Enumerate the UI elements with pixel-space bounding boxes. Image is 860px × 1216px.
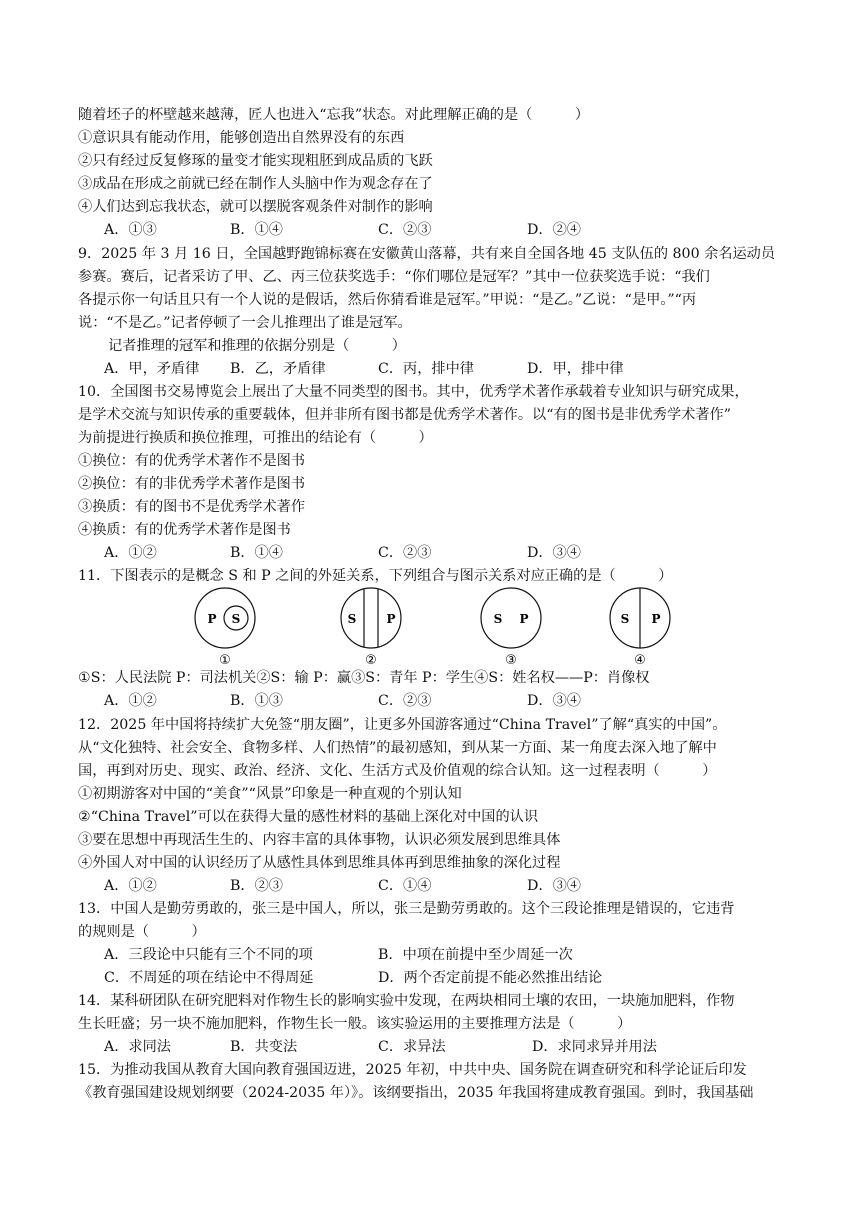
q15-line-2: 《教育强国建设规划纲要（2024-2035 年）》。该纲要指出，2035 年我国将建成教育强国。到时，我国基础 [78,1085,754,1101]
q12-statement-3: ③要在思想中再现活生生的、内容丰富的具体事物，认识必须发展到思维具体 [78,832,561,848]
diagram-4-number: ④ [634,653,646,668]
q12-option-d: D．③④ [527,878,581,894]
diagram-4-right-label: P [651,612,661,626]
q8-option-b: B．①④ [230,222,283,238]
q10-statement-1: ①换位：有的优秀学术著作不是图书 [78,453,306,469]
q9-option-c: C．丙，排中律 [378,361,474,377]
q14-option-d: D．求同求异并用法 [532,1039,657,1055]
q12-statement-2: ②“China Travel”可以在获得大量的感性材料的基础上深化对中国的认识 [78,809,539,825]
q14-option-b: B．共变法 [230,1039,298,1055]
q12-line-2: 从“文化独特、社会安全、食物多样、人们热情”的最初感知，到从某一方面、某一角度去深入地了解中 [78,740,717,756]
q14-option-c: C．求异法 [378,1039,446,1055]
q10-option-c: C．②③ [378,545,432,561]
q9-line-3: 各提示你一句话且只有一个人说的是假话，然后你猜看谁是冠军。”甲说：“是乙。”乙说：“是甲。”“丙 [78,292,697,308]
q10-option-a: A．①② [104,545,157,561]
q13-option-c: C．不周延的项在结论中不得周延 [104,970,314,986]
diagram-1-inner-label: S [231,612,241,626]
q8-statement-1: ①意识具有能动作用，能够创造出自然界没有的东西 [78,130,405,146]
q12-statement-4: ④外国人对中国的认识经历了从感性具体到思维具体再到思维抽象的深化过程 [78,855,561,871]
q12-line-3: 国，再到对历史、现实、政治、经济、文化、生活方式及价值观的综合认知。这一过程表明（ ） [78,763,717,779]
diagram-3-left-label: S [493,612,503,626]
q13-option-a: A．三段论中只能有三个不同的项 [104,947,313,963]
diagram-3 [476,584,546,668]
diagram-4 [605,584,675,668]
q10-line-2: 是学术交流与知识传承的重要载体，但并非所有图书都是优秀学术著作。以“有的图书是非优秀学术著作” [78,407,731,423]
q8-statement-3: ③成品在形成之前就已经在制作人头脑中作为观念存在了 [78,176,433,192]
q9-question: 记者推理的冠军和推理的依据分别是（ ） [108,338,406,354]
diagram-3-number: ③ [505,653,517,668]
q10-statement-2: ②换位：有的非优秀学术著作是图书 [78,476,306,492]
q13-line-2: 的规则是（ ） [78,924,206,940]
diagram-2-number: ② [365,653,377,668]
q11-line-1: 11．下图表示的是概念 S 和 P 之间的外延关系，下列组合与图示关系对应正确的是（ ） [78,568,673,584]
q9-line-1: 9．2025 年 3 月 16 日，全国越野跑锦标赛在安徽黄山落幕，共有来自全国各地 45 支队伍的 800 余名运动员 [78,246,776,262]
diagram-1 [190,584,260,668]
q13-option-d: D．两个否定前提不能必然推出结论 [378,970,603,986]
q11-option-a: A．①② [104,693,157,709]
q12-option-c: C．①④ [378,878,432,894]
q11-option-b: B．①③ [230,693,283,709]
q15-line-1: 15．为推动我国从教育大国向教育强国迈进，2025 年初，中共中央、国务院在调查研究和科学论证后印发 [78,1062,747,1078]
q8-stem: 随着坯子的杯壁越来越薄，匠人也进入“忘我”状态。对此理解正确的是（ ） [78,107,590,123]
q8-statement-4: ④人们达到忘我状态，就可以摆脱客观条件对制作的影响 [78,199,433,215]
diagram-1-number: ① [219,653,231,668]
diagram-1-outer-label: P [207,612,217,626]
q10-option-b: B．①④ [230,545,283,561]
q12-option-b: B．②③ [230,878,283,894]
q10-option-d: D．③④ [527,545,581,561]
q9-line-2: 参赛。赛后，记者采访了甲、乙、丙三位获奖选手：“你们哪位是冠军？”其中一位获奖选手说：“我们 [78,269,710,285]
q9-line-4: 说：“不是乙。”记者停顿了一会儿推理出了谁是冠军。 [78,315,412,331]
q9-option-b: B．乙，矛盾律 [230,361,326,377]
q12-statement-1: ①初期游客对中国的“美食”“风景”印象是一种直观的个别认知 [78,786,462,802]
diagram-2-right-label: P [386,612,396,626]
q9-option-d: D．甲，排中律 [527,361,624,377]
q8-option-d: D．②④ [527,222,581,238]
diagram-2-left-label: S [347,612,357,626]
q11-option-d: D．③④ [527,693,581,709]
q8-statement-2: ②只有经过反复修琢的量变才能实现粗胚到成品质的飞跃 [78,153,433,169]
q11-option-c: C．②③ [378,693,432,709]
q12-option-a: A．①② [104,878,157,894]
q14-line-2: 生长旺盛；另一块不施加肥料，作物生长一般。该实验运用的主要推理方法是（ ） [78,1016,632,1032]
q14-option-a: A．求同法 [104,1039,171,1055]
q14-line-1: 14．某科研团队在研究肥料对作物生长的影响实验中发现，在两块相同土壤的农田，一块施加肥料，作物 [78,993,735,1009]
q13-option-b: B．中项在前提中至少周延一次 [378,947,573,963]
diagram-2 [336,584,406,668]
q13-line-1: 13．中国人是勤劳勇敢的，张三是中国人，所以，张三是勤劳勇敢的。这个三段论推理是错误的，它违背 [78,901,735,917]
diagram-4-left-label: S [620,612,630,626]
q11-pairs: ①S：人民法院 P：司法机关②S：输 P：赢③S：青年 P：学生④S：姓名权——P：肖像权 [78,670,650,686]
q10-statement-3: ③换质：有的图书不是优秀学术著作 [78,499,306,515]
q10-statement-4: ④换质：有的优秀学术著作是图书 [78,522,291,538]
q8-option-c: C．②③ [378,222,432,238]
q10-line-1: 10．全国图书交易博览会上展出了大量不同类型的图书。其中，优秀学术著作承载着专业知识与研究成果， [78,384,749,400]
q10-line-3: 为前提进行换质和换位推理，可推出的结论有（ ） [78,430,433,446]
q8-option-a: A．①③ [104,222,157,238]
q12-line-1: 12．2025 年中国将持续扩大免签“朋友圈”，让更多外国游客通过“China Travel”了解“真实的中国”。 [78,717,727,733]
diagram-3-right-label: P [519,612,529,626]
q9-option-a: A．甲，矛盾律 [104,361,200,377]
